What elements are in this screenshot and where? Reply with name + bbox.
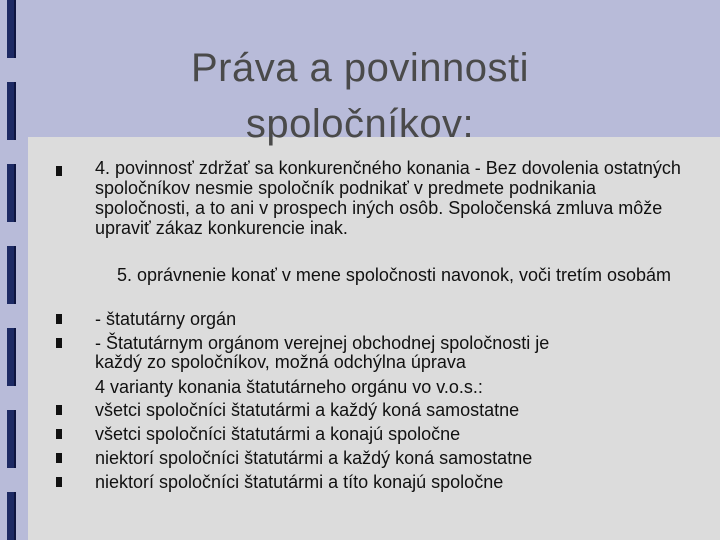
list-item-continuation: každý zo spoločníkov, možná odchýlna úprava: [95, 352, 466, 372]
bar-segment: [7, 164, 16, 222]
bullet-icon: [56, 453, 62, 463]
bullet-icon: [56, 314, 62, 324]
list-item: niektorí spoločníci štatutármi a títo konajú spoločne: [95, 472, 504, 492]
bullet-icon: [56, 166, 62, 176]
bullet-icon: [56, 477, 62, 487]
slide-title: [60, 40, 660, 152]
bar-segment: [7, 410, 16, 468]
list-item: niektorí spoločníci štatutármi a každý koná samostatne: [95, 448, 533, 468]
bar-segment: [7, 82, 16, 140]
bar-segment: [7, 328, 16, 386]
bar-segment: [7, 0, 16, 58]
title-line-2: spoločníkov:: [245, 102, 475, 146]
list-heading: 4 varianty konania štatutárneho orgánu vo v.o.s.:: [95, 377, 483, 397]
bullet-icon: [56, 405, 62, 415]
paragraph-authority: 5. oprávnenie konať v mene spoločnosti navonok, voči tretím osobám: [117, 265, 672, 285]
left-decor-bar: [0, 0, 22, 540]
bullet-icon: [56, 338, 62, 348]
list-item: - Štatutárnym orgánom verejnej obchodnej spoločnosti je: [95, 333, 550, 353]
title-line-1: Práva a povinnosti: [190, 46, 530, 90]
list-item: všetci spoločníci štatutármi a konajú spoločne: [95, 424, 461, 444]
list-item: všetci spoločníci štatutármi a každý koná samostatne: [95, 400, 520, 420]
paragraph-duty: 4. povinnosť zdržať sa konkurenčného konania - Bez dovolenia ostatných spoločníkov nesmie spoločník podnikať v predmete podnikania spoločnosti, a to ani v prospech iných osôb. Spoločenská zmluva môže upraviť zákaz konkurencie inak.: [95, 158, 681, 238]
bar-segment: [7, 492, 16, 540]
bar-segment: [7, 246, 16, 304]
list-item: - štatutárny orgán: [95, 309, 237, 329]
bullet-icon: [56, 429, 62, 439]
